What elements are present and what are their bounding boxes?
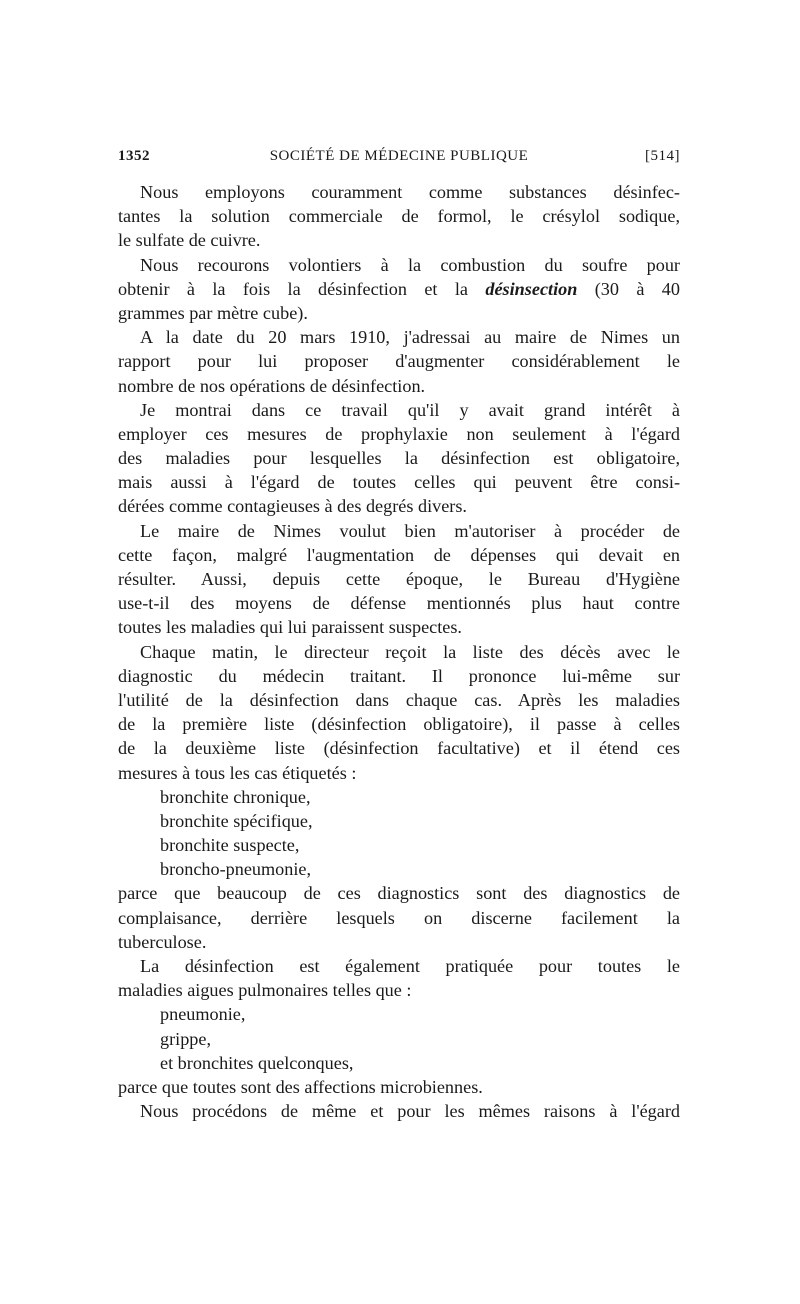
list-item: pneumonie, xyxy=(160,1004,246,1025)
text-line: complaisance, derrière lesquels on discerne facilement la xyxy=(118,907,680,928)
text-line: A la date du 20 mars 1910, j'adressai au maire de Nimes un xyxy=(140,327,680,348)
text-line: dérées comme contagieuses à des degrés divers. xyxy=(118,496,467,517)
text-line: Nous employons couramment comme substances désinfec- xyxy=(140,182,680,202)
text-line: rapport pour lui proposer d'augmenter considérablement le xyxy=(118,351,680,372)
italic-term: désinsection xyxy=(485,278,578,299)
text-line: maladies aigues pulmonaires telles que : xyxy=(118,980,412,1001)
page-number: 1352 xyxy=(118,148,150,164)
running-title: SOCIÉTÉ DE MÉDECINE PUBLIQUE xyxy=(269,148,529,164)
text-line: toutes les maladies qui lui paraissent suspectes. xyxy=(118,617,462,638)
text-line: mesures à tous les cas étiquetés : xyxy=(118,762,357,783)
bracketed-page-number: [514] xyxy=(645,148,680,164)
text-line: use-t-il des moyens de défense mentionnés plus haut contre xyxy=(118,593,680,614)
text-line xyxy=(118,277,680,301)
text-line: tuberculose. xyxy=(118,931,207,952)
text-line: Je montrai dans ce travail qu'il y avait grand intérêt à xyxy=(140,399,680,420)
text-line: l'utilité de la désinfection dans chaque cas. Après les maladies xyxy=(118,689,680,710)
list-item: bronchite suspecte, xyxy=(160,835,300,856)
text-line: résulter. Aussi, depuis cette époque, le Bureau d'Hygiène xyxy=(118,569,680,589)
text-line: Nous procédons de même et pour les mêmes raisons à l'égard xyxy=(140,1101,680,1122)
page-header xyxy=(118,148,680,170)
text-line: diagnostic du médecin traitant. Il prononce lui-même sur xyxy=(118,665,680,686)
list-item: bronchite chronique, xyxy=(160,786,311,807)
text-segment: (30 à 40 xyxy=(577,278,680,299)
list-item: bronchite spécifique, xyxy=(160,810,313,831)
text-line: Nous recourons volontiers à la combustion du soufre pour xyxy=(140,254,680,275)
text-line: grammes par mètre cube). xyxy=(118,302,308,323)
text-line: tantes la solution commerciale de formol, le crésylol sodique, xyxy=(118,206,680,227)
text-line: des maladies pour lesquelles la désinfection est obligatoire, xyxy=(118,448,680,469)
text-line: de la deuxième liste (désinfection facultative) et il étend ces xyxy=(118,738,680,759)
body-text xyxy=(118,180,680,1123)
text-line: La désinfection est également pratiquée pour toutes le xyxy=(140,956,680,976)
text-line: de la première liste (désinfection obligatoire), il passe à celles xyxy=(118,714,680,735)
text-line: cette façon, malgré l'augmentation de dépenses qui devait en xyxy=(118,544,680,565)
list-item: broncho-pneumonie, xyxy=(160,859,312,880)
text-line: Le maire de Nimes voulut bien m'autoriser à procéder de xyxy=(140,520,680,541)
text-line: Chaque matin, le directeur reçoit la liste des décès avec le xyxy=(140,641,680,662)
text-line: le sulfate de cuivre. xyxy=(118,230,261,251)
text-line: parce que beaucoup de ces diagnostics sont des diagnostics de xyxy=(118,883,680,904)
list-item: et bronchites quelconques, xyxy=(160,1052,354,1073)
text-line: employer ces mesures de prophylaxie non seulement à l'égard xyxy=(118,423,680,444)
text-line: nombre de nos opérations de désinfection. xyxy=(118,375,426,396)
list-item: grippe, xyxy=(160,1028,212,1049)
text-line: parce que toutes sont des affections microbiennes. xyxy=(118,1076,483,1097)
text-segment: obtenir à la fois la désinfection et la xyxy=(118,278,486,299)
text-line: mais aussi à l'égard de toutes celles qui peuvent être consi- xyxy=(118,472,680,493)
